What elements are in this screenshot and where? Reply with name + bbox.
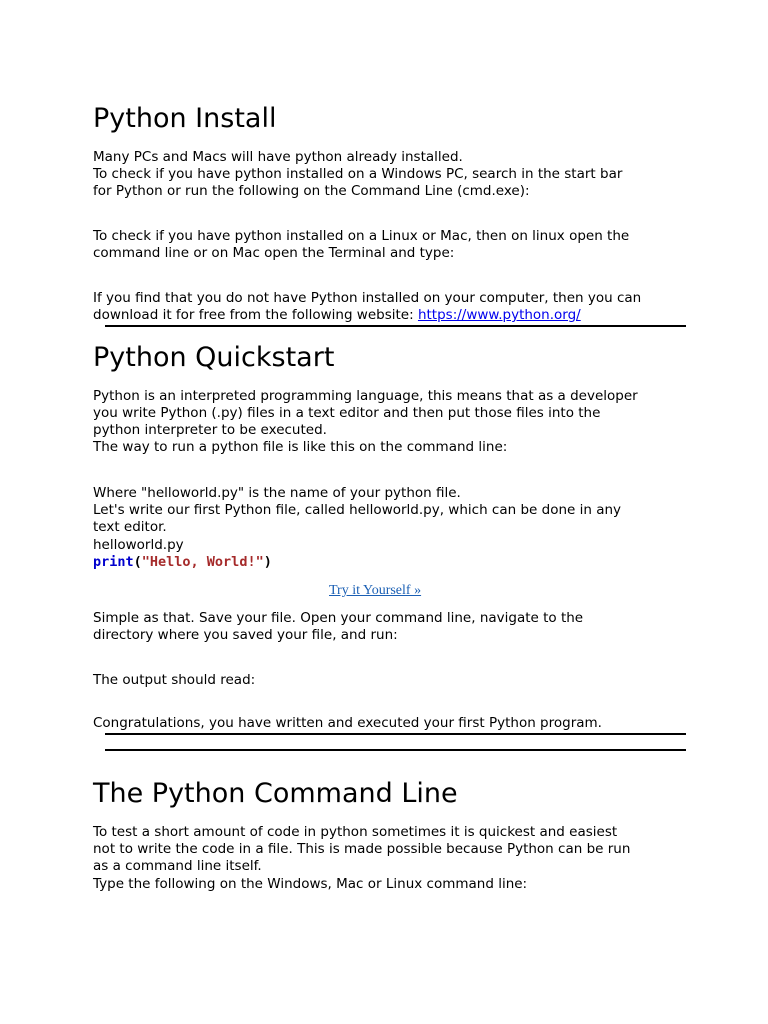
heading-python-install: Python Install (93, 103, 277, 134)
quickstart-line-5: Where "helloworld.py" is the name of your python file. (93, 485, 461, 501)
code-function: print (93, 554, 134, 570)
code-open-paren: ( (133, 554, 142, 570)
install-line-6: If you find that you do not have Python installed on your computer, then you can (93, 290, 642, 306)
quickstart-line-2: you write Python (.py) files in a text editor and then put those files into the (93, 405, 601, 421)
quickstart-line-4: The way to run a python file is like this on the command line: (93, 439, 508, 455)
quickstart-line-7: text editor. (93, 519, 167, 535)
code-string: "Hello, World!" (141, 554, 264, 570)
code-close-paren: ) (263, 554, 272, 570)
cmdline-line-4: Type the following on the Windows, Mac or Linux command line: (93, 876, 528, 892)
install-line-7 (93, 307, 581, 324)
quickstart-after-line-2: directory where you saved your file, and run: (93, 627, 398, 643)
quickstart-after-line-4: Congratulations, you have written and executed your first Python program. (93, 715, 602, 731)
install-line-4: To check if you have python installed on a Linux or Mac, then on linux open the (93, 228, 630, 244)
section-divider-2 (105, 733, 686, 735)
install-line-3: for Python or run the following on the Command Line (cmd.exe): (93, 183, 530, 199)
cmdline-line-3: as a command line itself. (93, 858, 262, 874)
section-divider-1 (105, 325, 686, 327)
quickstart-after-line-3: The output should read: (93, 672, 256, 688)
heading-python-quickstart: Python Quickstart (93, 342, 335, 373)
install-line-2: To check if you have python installed on a Windows PC, search in the start bar (93, 166, 623, 182)
try-it-yourself-link[interactable]: Try it Yourself » (329, 583, 422, 598)
section-divider-3 (105, 749, 686, 751)
quickstart-line-6: Let's write our first Python file, called helloworld.py, which can be done in any (93, 502, 622, 518)
quickstart-after-line-1: Simple as that. Save your file. Open your command line, navigate to the (93, 610, 584, 626)
quickstart-line-1: Python is an interpreted programming language, this means that as a developer (93, 388, 638, 404)
install-download-text: download it for free from the following website: (93, 307, 418, 323)
install-line-1: Many PCs and Macs will have python already installed. (93, 149, 463, 165)
python-org-link[interactable]: https://www.python.org/ (417, 307, 581, 323)
helloworld-filename: helloworld.py (93, 537, 184, 553)
install-line-5: command line or on Mac open the Terminal and type: (93, 245, 455, 261)
heading-python-command-line: The Python Command Line (93, 778, 458, 809)
cmdline-line-1: To test a short amount of code in python sometimes it is quickest and easiest (93, 824, 618, 840)
quickstart-line-3: python interpreter to be executed. (93, 422, 327, 438)
code-example (93, 554, 272, 571)
cmdline-line-2: not to write the code in a file. This is made possible because Python can be run (93, 841, 631, 857)
